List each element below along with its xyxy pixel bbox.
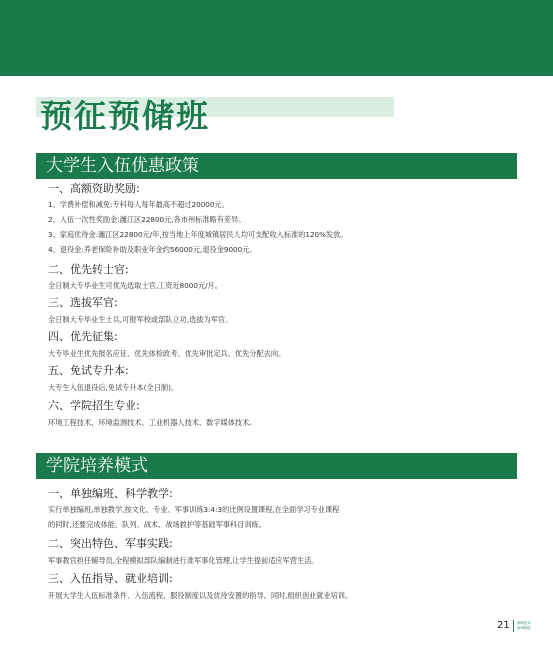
- training-line: 军事教官担任辅导员,全程模拟部队编制进行准军事化管理,让学生提前适应军营生活。: [48, 556, 319, 565]
- section-header-policy: 大学生入伍优惠政策: [36, 153, 517, 179]
- footer-logo-line: 高职征兵: [516, 621, 531, 625]
- policy-heading-3: 三、选拔军官:: [48, 296, 118, 309]
- policy-line: 全日制大专毕业生可优先选取士官,工资近8000元/月。: [48, 281, 222, 290]
- policy-line: 1、学费补偿和减免:专科每人每年最高不超过20000元。: [48, 200, 229, 209]
- policy-heading-1: 一、高额资助奖励:: [48, 182, 140, 195]
- footer-divider: [513, 620, 514, 632]
- policy-line: 全日制大专毕业生士兵,可报军校或部队立功,选拔为军官。: [48, 315, 233, 324]
- training-line: 实行单独编班,单独教学,按文化、专业、军事训练3:4:3的比例设置课程,在全面学习专业课程: [48, 505, 340, 514]
- footer-logo: [517, 621, 531, 631]
- policy-line: 2、入伍一次性奖励金:瀍江区22800元,各市州标准略有差异。: [48, 215, 246, 224]
- policy-line: 大专生入伍退役后,免试专升本(全日制)。: [48, 383, 179, 392]
- section-header-training: 学院培养模式: [36, 453, 517, 479]
- training-heading-1: 一、单独编班、科学教学:: [48, 487, 173, 500]
- page-footer: [497, 619, 531, 633]
- policy-line: 3、家庭优待金:瀍江区22800元/年,按当地上年度城镇居民人均可支配收入标准的120%发放。: [48, 230, 348, 239]
- training-heading-3: 三、入伍指导、就业培训:: [48, 572, 173, 585]
- policy-heading-4: 四、优先征集:: [48, 330, 118, 343]
- policy-line: 大专毕业生优先报名应征、优先体检政考、优先审批定兵、优先分配去向。: [48, 349, 286, 358]
- policy-heading-5: 五、免试专升本:: [48, 364, 129, 377]
- policy-heading-2: 二、优先转士官:: [48, 263, 129, 276]
- training-heading-2: 二、突出特色、军事实践:: [48, 537, 173, 550]
- footer-logo-line: 贵州科院: [516, 626, 531, 630]
- policy-line: 4、退役金:养老保险补助及职业年金约56000元,退役金9000元。: [48, 245, 257, 254]
- page-title-block: [36, 97, 394, 133]
- training-line: 开展大学生入伍标准条件、入伍流程、服役制度以及优待安置的指导。同时,组织创业就业培训。: [48, 591, 353, 600]
- policy-line: 环境工程技术、环境监测技术、工业机器人技术、数字媒体技术。: [48, 418, 257, 427]
- top-green-banner: [0, 0, 553, 76]
- page-title: 预征预储班: [40, 97, 211, 135]
- page-number: 21: [497, 620, 510, 631]
- policy-heading-6: 六、学院招生专业:: [48, 399, 140, 412]
- training-line: 的同时,还要完成体能、队列、战术、战场救护等基础军事科目训练。: [48, 520, 266, 529]
